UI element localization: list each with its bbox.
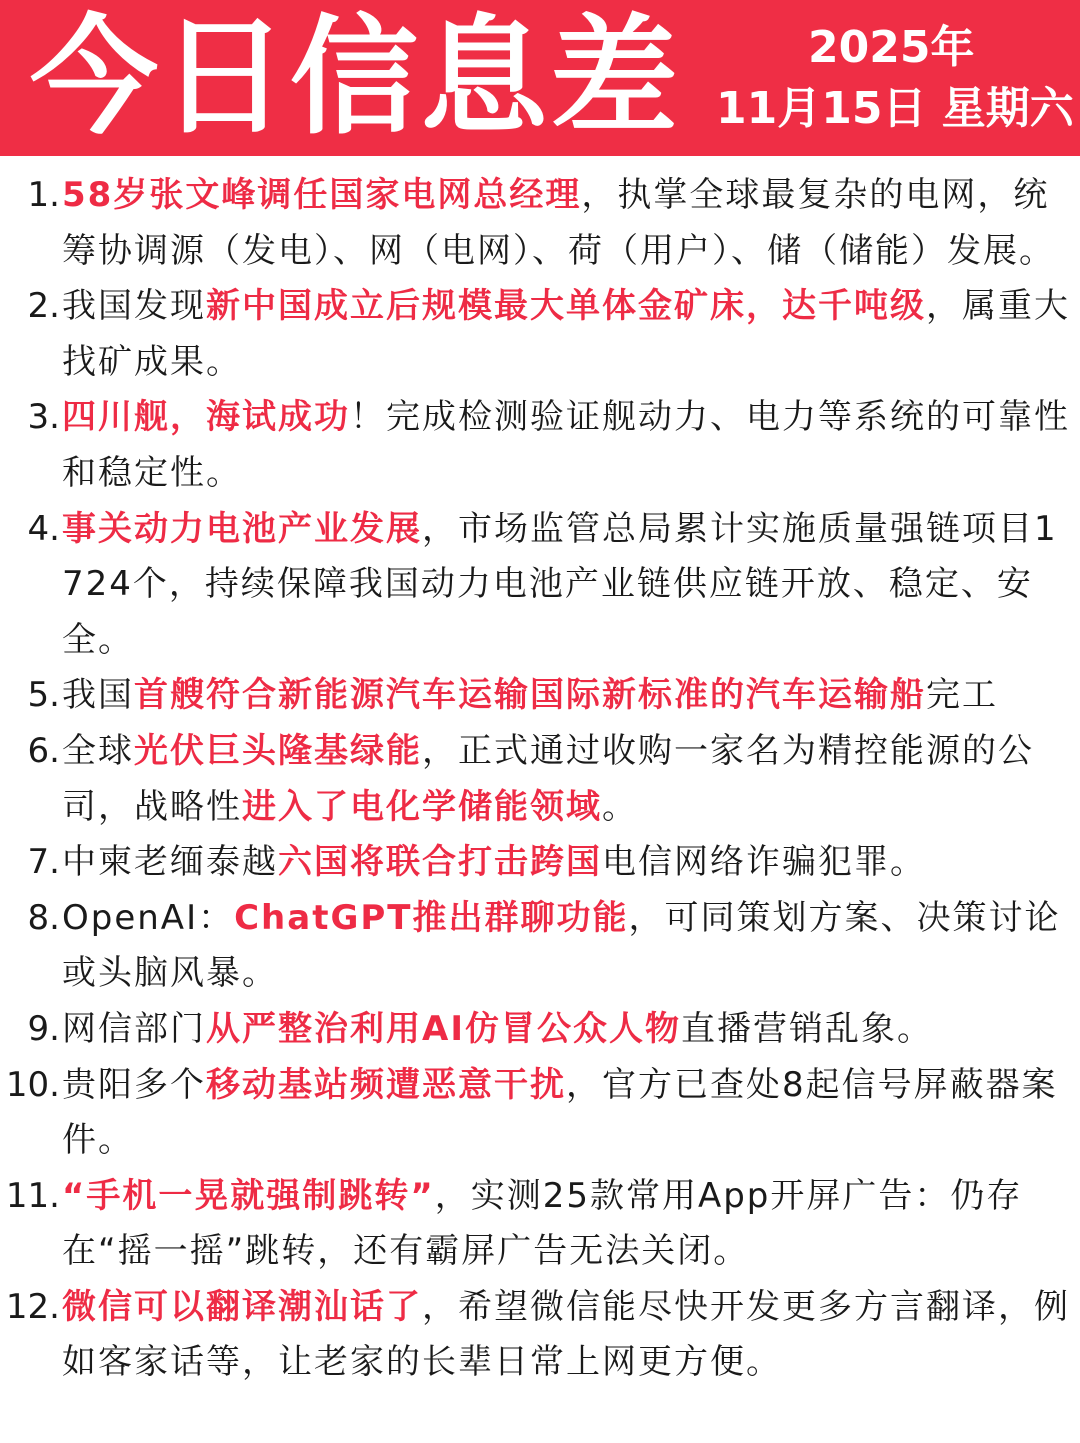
news-item-number: 9. [27,1008,60,1049]
news-highlight-text: 从严整治利用AI仿冒公众人物 [206,1008,681,1049]
news-item [0,168,1080,279]
news-text: ，执掌全球最复杂的电网，统筹协调源（发电）、网（电网）、荷（用户）、储（储能）发展。 [62,175,1055,271]
news-text: 贵阳多个 [62,1064,206,1105]
news-text: 电信网络诈骗犯罪。 [602,842,926,883]
news-item [0,724,1080,835]
news-item-number: 3. [27,397,60,438]
news-item-number: 10. [5,1064,60,1105]
news-highlight-text: “手机一晃就强制跳转” [62,1175,435,1216]
header-date: 11月15日 星期六 [716,83,1074,134]
news-text: OpenAI： [62,897,235,938]
news-highlight-text: 58岁张文峰调任国家电网总经理 [62,175,582,215]
news-item-number: 2. [27,286,60,327]
news-item [0,502,1080,669]
news-text: 。 [602,786,638,827]
page-title: 今日信息差 [30,3,681,152]
header-year: 2025年 [808,22,975,73]
news-item [0,891,1080,1002]
news-item [0,1169,1080,1280]
news-item-number: 4. [27,508,60,549]
news-text: 完工 [926,675,998,716]
news-text: 我国 [62,675,134,716]
news-item [0,1280,1080,1391]
news-highlight-text: 移动基站频遭恶意干扰 [206,1064,566,1105]
news-text: ，官方已查处8起信号屏蔽器案件。 [62,1064,1058,1161]
news-highlight-text: 新中国成立后规模最大单体金矿床，达千吨级 [206,286,926,327]
news-text: 中柬老缅泰越 [62,842,278,883]
news-item-number: 8. [27,897,60,938]
news-text: ，市场监管总局累计实施质量强链项目1724个，持续保障我国动力电池产业链供应链开放、稳定、安全。 [62,508,1058,660]
news-item-number: 7. [27,842,60,883]
news-item-number: 1. [27,175,60,215]
news-highlight-text: 首艘符合新能源汽车运输国际新标准的汽车运输船 [134,675,926,716]
news-highlight-text: 微信可以翻译潮汕话了 [62,1286,422,1327]
news-highlight-text: 六国将联合打击跨国 [278,842,602,883]
news-text: ，可同策划方案、决策讨论或头脑风暴。 [62,897,1061,994]
news-item-number: 5. [27,675,60,716]
news-highlight-text: 事关动力电池产业发展 [62,508,422,549]
news-text: ！完成检测验证舰动力、电力等系统的可靠性和稳定性。 [62,397,1070,493]
news-item-number: 6. [27,730,60,771]
news-item-number: 11. [5,1175,60,1216]
news-text: ，正式通过收购一家名为精控能源的公司，战略性 [62,730,1034,827]
header-banner [0,0,1080,156]
news-highlight-text: 四川舰，海试成功 [62,397,350,438]
news-item [0,668,1080,724]
news-item [0,1058,1080,1169]
news-text: 我国发现 [62,286,206,327]
news-text: ，属重大找矿成果。 [62,286,1070,382]
news-item [0,390,1080,501]
news-text: 直播营销乱象。 [680,1008,933,1049]
news-list [0,168,1080,1391]
news-text: ，希望微信能尽快开发更多方言翻译，例如客家话等，让老家的长辈日常上网更方便。 [62,1286,1070,1383]
news-item [0,279,1080,390]
news-text: 网信部门 [62,1008,206,1049]
news-text: 全球 [62,730,134,771]
news-highlight-text: 光伏巨头隆基绿能 [134,730,422,771]
news-item [0,1002,1080,1058]
news-highlight-text: 进入了电化学储能领域 [242,786,602,827]
news-item [0,835,1080,891]
news-highlight-text: ChatGPT推出群聊功能 [234,897,629,938]
news-text: ，实测25款常用App开屏广告：仍存在“摇一摇”跳转，还有霸屏广告无法关闭。 [62,1175,1023,1272]
news-item-number: 12. [5,1286,60,1327]
